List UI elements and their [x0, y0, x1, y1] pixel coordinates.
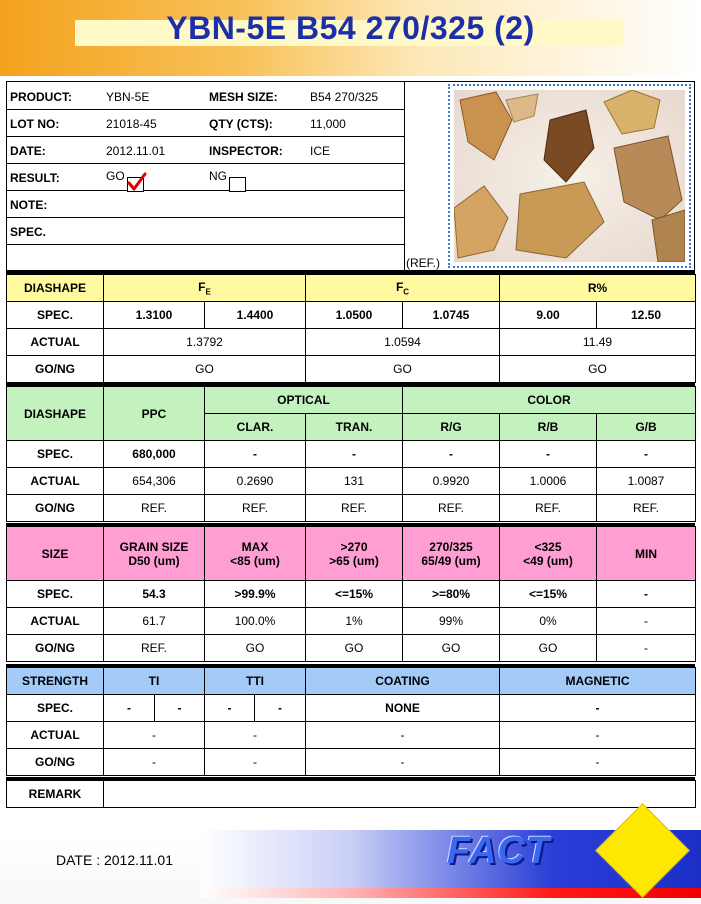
fe-label: F	[198, 279, 206, 294]
gong-cell: GO	[306, 635, 403, 662]
footer-date: DATE : 2012.11.01	[56, 852, 173, 868]
spec-cell: -	[306, 441, 403, 468]
gong-cell: REF.	[403, 495, 500, 522]
spec-cell: 1.4400	[205, 302, 306, 329]
spec-cell: 12.50	[597, 302, 696, 329]
info-divider	[404, 82, 405, 270]
size-table	[6, 526, 696, 662]
table-row	[7, 356, 696, 383]
info-panel	[6, 81, 695, 271]
header-row	[7, 387, 696, 414]
strength-table	[6, 667, 696, 776]
color-header: COLOR	[403, 387, 696, 414]
spec-cell: 1.0745	[403, 302, 500, 329]
fe-subscript: E	[205, 287, 211, 297]
table-row	[7, 635, 696, 662]
gb-header: G/B	[597, 414, 696, 441]
actual-cell: 61.7	[104, 608, 205, 635]
mesh-value: B54 270/325	[310, 90, 379, 104]
gong-cell: REF.	[104, 635, 205, 662]
table-row	[7, 495, 696, 522]
spec-cell: -	[597, 441, 696, 468]
actual-cell: -	[104, 722, 205, 749]
footer	[0, 826, 701, 904]
actual-row-label: ACTUAL	[7, 608, 104, 635]
ppc-header: PPC	[104, 387, 205, 441]
header-row	[7, 668, 696, 695]
info-row-product	[7, 82, 404, 110]
tti-header: TTI	[205, 668, 306, 695]
gong-cell: GO	[500, 356, 696, 383]
remark-row	[7, 781, 696, 808]
table-row	[7, 722, 696, 749]
spec-cell: -	[403, 441, 500, 468]
go-option[interactable]	[106, 169, 125, 183]
fc-header	[306, 275, 500, 302]
note-label: NOTE:	[10, 198, 48, 212]
spec-cell: -	[104, 695, 155, 722]
header-row	[7, 527, 696, 581]
table-row	[7, 695, 696, 722]
actual-cell: -	[597, 608, 696, 635]
info-row-date	[7, 136, 404, 164]
header-line: >270	[340, 539, 368, 554]
actual-cell: -	[306, 722, 500, 749]
gong-cell: GO	[104, 356, 306, 383]
diashape-header: DIASHAPE	[7, 387, 104, 441]
diamond-grains-image	[454, 90, 685, 262]
spec-row-label: SPEC.	[7, 441, 104, 468]
gong-cell: GO	[306, 356, 500, 383]
actual-cell: 1.0594	[306, 329, 500, 356]
optical-color-table	[6, 386, 696, 522]
header-line: D50 (um)	[128, 553, 180, 568]
ref-label: (REF.)	[406, 256, 440, 270]
mesh-label: MESH SIZE:	[209, 90, 278, 104]
gong-cell: -	[306, 749, 500, 776]
gong-cell: GO	[500, 635, 597, 662]
header-line: 270/325	[429, 539, 473, 554]
270-325-header	[403, 527, 500, 581]
actual-row-label: ACTUAL	[7, 468, 104, 495]
info-row-result	[7, 163, 404, 191]
header-line: 65/49 (um)	[421, 553, 481, 568]
spec-cell: 9.00	[500, 302, 597, 329]
lot-value: 21018-45	[106, 117, 157, 131]
go-label: GO	[106, 169, 125, 183]
footer-red-band	[200, 888, 701, 898]
remark-table	[6, 780, 696, 808]
ti-header: TI	[104, 668, 205, 695]
spec-cell: -	[500, 695, 696, 722]
under-325-header	[500, 527, 597, 581]
checkmark-icon	[126, 172, 148, 192]
spec-cell: -	[155, 695, 205, 722]
gong-row-label: GO/NG	[7, 356, 104, 383]
min-header: MIN	[597, 527, 696, 581]
gong-cell: REF.	[597, 495, 696, 522]
actual-cell: 1.0006	[500, 468, 597, 495]
gong-cell: -	[205, 749, 306, 776]
header-line: <85 (um)	[230, 553, 280, 568]
header-row	[7, 275, 696, 302]
tran-header: TRAN.	[306, 414, 403, 441]
header-line: <325	[534, 539, 562, 554]
table-row	[7, 608, 696, 635]
result-label: RESULT:	[10, 171, 60, 185]
product-label: PRODUCT:	[10, 90, 72, 104]
actual-cell: 0.9920	[403, 468, 500, 495]
spec-cell: 680,000	[104, 441, 205, 468]
inspector-label: INSPECTOR:	[209, 144, 283, 158]
table-row	[7, 441, 696, 468]
spec-cell: NONE	[306, 695, 500, 722]
actual-cell: 99%	[403, 608, 500, 635]
actual-cell: -	[205, 722, 306, 749]
page-title: YBN-5E B54 270/325 (2)	[166, 10, 535, 46]
clar-header: CLAR.	[205, 414, 306, 441]
gong-cell: -	[104, 749, 205, 776]
spec-cell: -	[500, 441, 597, 468]
gong-cell: REF.	[500, 495, 597, 522]
gong-row-label: GO/NG	[7, 749, 104, 776]
remark-label: REMARK	[7, 781, 104, 808]
spec-cell: >99.9%	[205, 581, 306, 608]
actual-cell: 0%	[500, 608, 597, 635]
magnetic-header: MAGNETIC	[500, 668, 696, 695]
optical-header: OPTICAL	[205, 387, 403, 414]
table-row	[7, 581, 696, 608]
diashape-factor-table	[6, 274, 696, 383]
actual-cell: 1.3792	[104, 329, 306, 356]
gong-cell: REF.	[306, 495, 403, 522]
fe-header	[104, 275, 306, 302]
spec-cell: <=15%	[500, 581, 597, 608]
fc-subscript: C	[403, 287, 410, 297]
table-row	[7, 749, 696, 776]
product-value: YBN-5E	[106, 90, 150, 104]
grain-size-header	[104, 527, 205, 581]
info-row-lot	[7, 109, 404, 137]
spec-cell: -	[597, 581, 696, 608]
lot-label: LOT NO:	[10, 117, 60, 131]
spec-cell: 54.3	[104, 581, 205, 608]
header-line: MAX	[241, 539, 269, 554]
ng-label: NG	[209, 169, 227, 183]
gong-cell: -	[500, 749, 696, 776]
rg-header: R/G	[403, 414, 500, 441]
actual-cell: 0.2690	[205, 468, 306, 495]
info-row-spec	[7, 217, 404, 245]
strength-header: STRENGTH	[7, 668, 104, 695]
qty-value: 11,000	[310, 117, 346, 131]
fc-label: F	[395, 279, 404, 294]
fact-logo: FACT	[447, 830, 551, 872]
gong-row-label: GO/NG	[7, 495, 104, 522]
actual-cell: 1.0087	[597, 468, 696, 495]
sample-photo-frame	[448, 84, 691, 268]
gong-cell: -	[597, 635, 696, 662]
coating-header: COATING	[306, 668, 500, 695]
max-header	[205, 527, 306, 581]
spec-row-label: SPEC.	[7, 302, 104, 329]
gong-row-label: GO/NG	[7, 635, 104, 662]
title-bar	[0, 0, 701, 76]
ng-option[interactable]	[209, 169, 227, 183]
spec-cell: <=15%	[306, 581, 403, 608]
spec-row-label: SPEC.	[7, 695, 104, 722]
gong-cell: GO	[205, 635, 306, 662]
r-header: R%	[500, 275, 696, 302]
date-value: 2012.11.01	[106, 144, 166, 158]
spec-cell: >=80%	[403, 581, 500, 608]
spec-cell: 1.0500	[306, 302, 403, 329]
actual-cell: 131	[306, 468, 403, 495]
size-header: SIZE	[7, 527, 104, 581]
table-row	[7, 468, 696, 495]
actual-cell: 11.49	[500, 329, 696, 356]
spec-cell: -	[205, 441, 306, 468]
actual-cell: 654,306	[104, 468, 205, 495]
actual-row-label: ACTUAL	[7, 722, 104, 749]
spec-cell: -	[255, 695, 306, 722]
table-row	[7, 329, 696, 356]
diashape-header: DIASHAPE	[7, 275, 104, 302]
gong-cell: REF.	[104, 495, 205, 522]
over-270-header	[306, 527, 403, 581]
inspector-value: ICE	[310, 144, 331, 158]
gong-cell: REF.	[205, 495, 306, 522]
header-line: >65 (um)	[329, 553, 379, 568]
rb-header: R/B	[500, 414, 597, 441]
spec-cell: -	[205, 695, 255, 722]
header-line: <49 (um)	[523, 553, 573, 568]
actual-cell: 1%	[306, 608, 403, 635]
gong-cell: GO	[403, 635, 500, 662]
actual-cell: 100.0%	[205, 608, 306, 635]
header-line: GRAIN SIZE	[119, 539, 189, 554]
sample-photo	[454, 90, 685, 262]
remark-field[interactable]	[104, 781, 696, 808]
actual-cell: -	[500, 722, 696, 749]
qty-label: QTY (CTS):	[209, 117, 273, 131]
info-row-note	[7, 190, 404, 218]
date-label: DATE:	[10, 144, 46, 158]
spec-label: SPEC.	[10, 225, 47, 239]
table-row	[7, 302, 696, 329]
spec-row-label: SPEC.	[7, 581, 104, 608]
actual-row-label: ACTUAL	[7, 329, 104, 356]
spec-cell: 1.3100	[104, 302, 205, 329]
